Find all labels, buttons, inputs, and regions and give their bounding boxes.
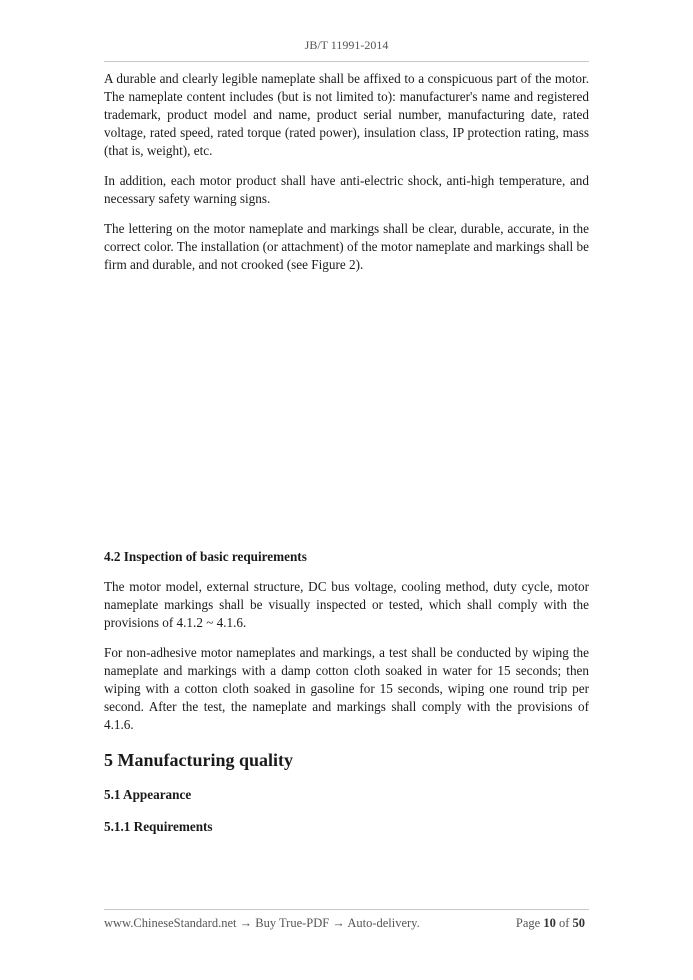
- heading-5-1: 5.1 Appearance: [104, 787, 192, 802]
- figure-placeholder: [104, 274, 589, 548]
- buy-text: Buy True-PDF: [255, 916, 330, 930]
- heading-5-1-1: 5.1.1 Requirements: [104, 819, 213, 834]
- header-divider: [104, 61, 589, 62]
- paragraph-safety-signs: In addition, each motor product shall have anti-electric shock, anti-high temperature, and necessary safety warning signs.: [104, 173, 589, 206]
- page-current: 10: [543, 916, 556, 930]
- footer-promo: [104, 916, 420, 931]
- paragraph-non-adhesive-test: For non-adhesive motor nameplates and markings, a test shall be conducted by wiping the nameplate and markings with a damp cotton cloth soaked in water for 15 seconds; then wiping with a cotton cloth soaked in gasoline for 15 seconds, wiping one round trip per second. After the test, the nameplate and markings shall comply with the provisions of 4.1.6.: [104, 645, 589, 732]
- page-header: [0, 38, 693, 53]
- page-number: [516, 916, 585, 931]
- page-word: Page: [515, 916, 541, 930]
- arrow-right-icon: →: [239, 916, 253, 930]
- site-link[interactable]: www.ChineseStandard.net: [104, 916, 237, 930]
- page-total: 50: [572, 916, 585, 930]
- delivery-text: Auto-delivery.: [347, 916, 420, 930]
- heading-5: 5 Manufacturing quality: [104, 750, 294, 770]
- paragraph-lettering: The lettering on the motor nameplate and markings shall be clear, durable, accurate, in the correct color. The installation (or attachment) of the motor nameplate and markings shall be firm and durable, and not crooked (see Figure 2).: [104, 221, 589, 272]
- paragraph-nameplate-content: A durable and clearly legible nameplate shall be affixed to a conspicuous part of the motor. The nameplate content includes (but is not limited to): manufacturer's name and registered trademark, product model and name, product serial number, manufacturing date, rated voltage, rated speed, rated torque (rated power), insulation class, IP protection rating, mass (that is, weight), etc.: [104, 71, 589, 158]
- page-content: [104, 70, 589, 836]
- heading-4-2: 4.2 Inspection of basic requirements: [104, 549, 307, 564]
- of-word: of: [558, 916, 570, 930]
- doc-code: JB/T 11991-2014: [304, 38, 389, 52]
- arrow-right-icon: →: [332, 916, 345, 930]
- footer-divider: [104, 909, 589, 910]
- paragraph-inspection-basic: The motor model, external structure, DC bus voltage, cooling method, duty cycle, motor nameplate markings shall be visually inspected or tested, which shall comply with the provisions of 4.1.2 ~ 4.1.6.: [104, 579, 589, 630]
